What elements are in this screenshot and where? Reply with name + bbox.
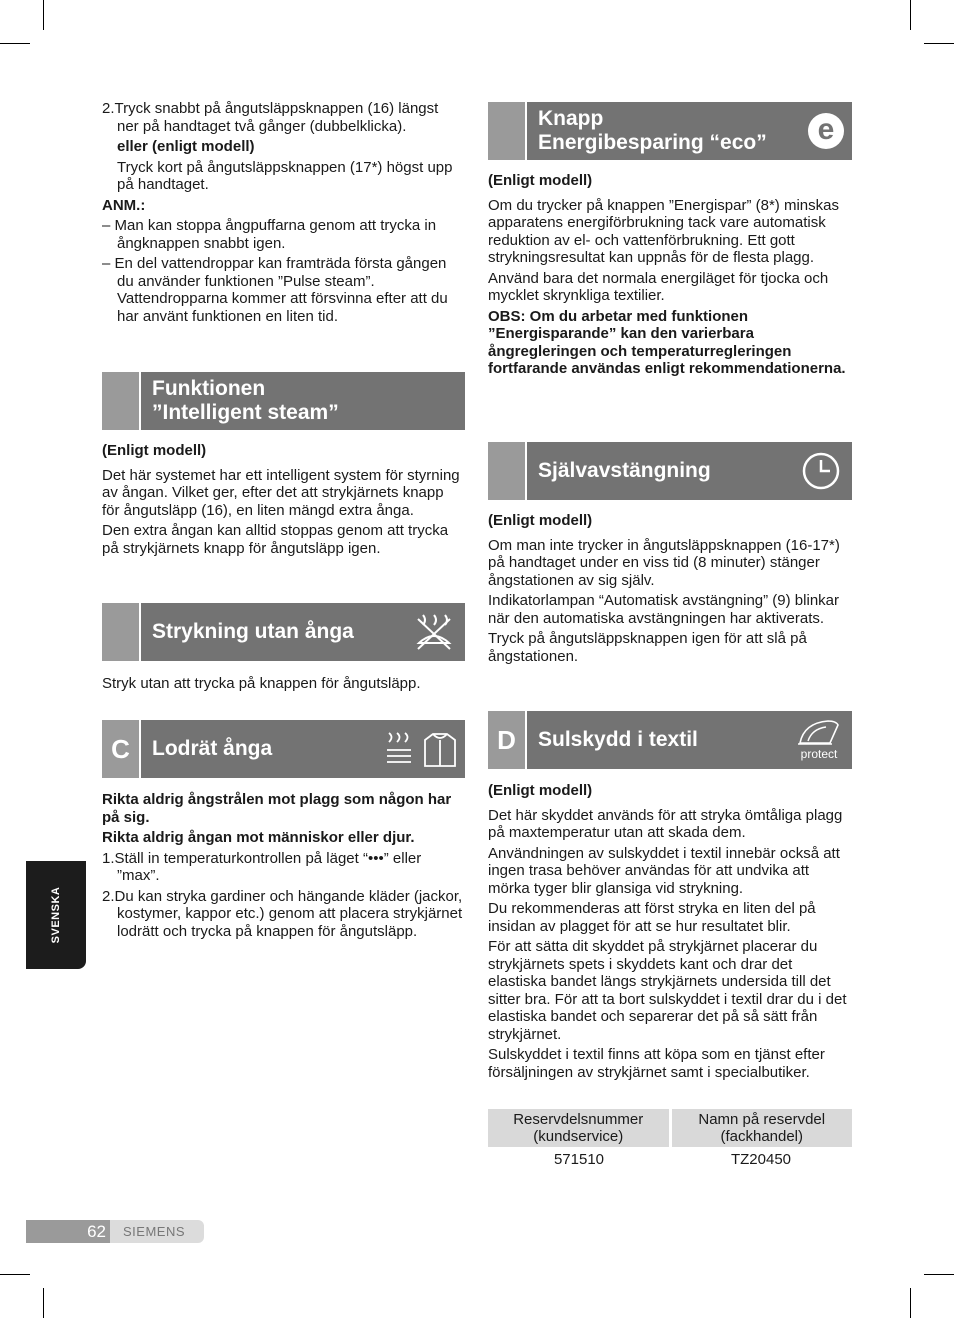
left-intro [102, 100, 464, 328]
paragraph: Du rekommenderas att först stryka en liten del på insidan av plagget för att se hur resultatet blir. [488, 900, 816, 935]
crop-mark [924, 43, 954, 44]
model-note: (Enligt modell) [488, 512, 593, 529]
paragraph: Indikatorlampan “Automatisk avstängning” (9) blinkar när den automatiska avstängningen har aktiverats. [488, 592, 839, 627]
table-row [488, 1147, 852, 1170]
paragraph: Om man inte trycker in ångutsläppsknappen (16-17*) på handtaget under en viss tid (8 minuter) stänger ångstationen av sig själv. [488, 536, 840, 589]
table-header-row [488, 1109, 852, 1147]
warning: Rikta aldrig ångstrålen mot plagg som någon har på sig. [102, 791, 452, 826]
footer [26, 1220, 204, 1243]
clock-icon [800, 450, 842, 492]
section-title: Strykning utan ånga [152, 620, 354, 643]
warning: Rikta aldrig ångan mot människor eller djur. [102, 829, 415, 846]
crop-mark [910, 0, 911, 30]
spare-parts-table [488, 1109, 852, 1170]
section-header-intelligent-steam [102, 372, 465, 430]
paragraph: Tryck på ångutsläppsknappen igen för att slå på ångstationen. [488, 630, 807, 665]
section-header-vertical-steam [102, 720, 465, 778]
section-tab-letter: C [102, 720, 139, 778]
crop-mark [924, 1274, 954, 1275]
section-tab [488, 442, 525, 500]
intelligent-steam-body [102, 442, 464, 560]
step-2: 2.Du kan stryka gardiner och hängande kläder (jackor, kostymer, kappor etc.) genom att placera strykjärnet lodrätt och trycka på knappen för ångutsläpp. [102, 887, 463, 940]
table-cell: TZ20450 [730, 1151, 792, 1168]
note-label: ANM.: [102, 196, 146, 214]
crop-mark [0, 43, 30, 44]
paragraph: För att sätta dit skyddet på strykjärnet placerar du strykjärnets spets i skyddets kant och drar det elastiska bandet längs strykjärnets undersida till det sitter bra. För att ta bort sulskyddet i textil drar du i det elastiska bandet och separerar det på så sätt från strykjärnet. [488, 938, 847, 1043]
section-header-protect [488, 711, 852, 769]
model-note: (Enligt modell) [102, 442, 207, 459]
section-title: Lodrät ånga [152, 737, 273, 760]
table-cell: 571510 [553, 1151, 605, 1168]
crop-mark [43, 1288, 44, 1318]
step-2: 2.Tryck snabbt på ångutsläppsknappen (16) längst ner på handtaget två gånger (dubbelklicka). [102, 100, 439, 135]
table-header: Reservdelsnummer (kundservice) [488, 1109, 670, 1147]
model-note: (Enligt modell) [488, 172, 593, 189]
paragraph: Stryk utan att trycka på knappen för ångutsläpp. [102, 675, 421, 692]
section-tab-letter: D [488, 711, 525, 769]
paragraph: Den extra ångan kan alltid stoppas genom att trycka på strykjärnets knapp för ångutsläpp igen. [102, 522, 449, 557]
protect-iron-icon: protect [794, 717, 844, 763]
paragraph: Det här skyddet används för att stryka ömtåliga plagg på maxtemperatur utan att skada dem. [488, 806, 843, 841]
brand-label: SIEMENS [123, 1224, 186, 1239]
vertical-steam-body [102, 791, 464, 943]
paragraph: Det här systemet har ett intelligent system för styrning av ångan. Vilket ger, efter det att strykjärnets knapp för ångutsläpp (16), en liten mängd extra ånga. [102, 466, 460, 519]
language-label: SVENSKA [50, 886, 62, 944]
eco-icon: e [808, 113, 844, 149]
section-title: Funktionen ”Intelligent steam” [152, 377, 339, 424]
section-tab [102, 603, 139, 661]
step-1: 1.Ställ in temperaturkontrollen på läget “•••” eller ”max”. [102, 849, 422, 884]
paragraph: Sulskyddet i textil finns att köpa som en tjänst efter försäljningen av strykjärnet samt i specialbutiker. [488, 1046, 825, 1081]
no-steam-body [102, 675, 464, 696]
paragraph: Använd bara det normala energiläget för tjocka och mycklet skrynkliga textilier. [488, 269, 829, 304]
crop-mark [0, 1274, 30, 1275]
section-header-eco [488, 102, 852, 160]
paragraph: Användningen av sulskyddet i textil innebär också att ingen trasa behöver användas för att undvika att mörka tyger blir glansiga vid strykning. [488, 844, 840, 897]
section-title: Knapp Energibesparing “eco” [538, 107, 767, 154]
no-steam-icon [413, 611, 455, 653]
crop-mark [910, 1288, 911, 1318]
section-header-auto-off [488, 442, 852, 500]
crop-mark [43, 0, 44, 30]
press-short: Tryck kort på ångutsläppsknappen (17*) högst upp på handtaget. [117, 158, 453, 193]
section-title: Självavstängning [538, 459, 711, 482]
section-tab [488, 102, 525, 160]
or-model: eller (enligt modell) [117, 138, 255, 155]
section-title: Sulskydd i textil [538, 728, 698, 751]
section-tab [102, 372, 139, 430]
eco-body [488, 172, 854, 381]
table-header: Namn på reservdel (fackhandel) [670, 1109, 852, 1147]
note-item: – En del vattendroppar kan framträda första gången du använder funktionen ”Pulse steam”. Vattendropparna kommer att försvinna efter att du har använt funktionen en liten tid. [102, 255, 448, 325]
vertical-steam-icon [383, 728, 459, 770]
model-note: (Enligt modell) [488, 782, 593, 799]
obs-note: OBS: Om du arbetar med funktionen ”Energisparande” kan den varierbara ångregleringen och temperaturregleringen fortfarande användas enligt rekommendationerna. [488, 307, 846, 377]
auto-off-body [488, 512, 854, 668]
page-number: 62 [26, 1220, 110, 1243]
note-item: – Man kan stoppa ångpuffarna genom att trycka in ångknappen snabbt igen. [102, 217, 437, 252]
paragraph: Om du trycker på knappen ”Energispar” (8*) minskas apparatens energiförbrukning tack vare automatisk reduktion av el- och vattenförbrukning. Ett gott strykningsresultat kan uppnås för de flesta plagg. [488, 196, 839, 266]
section-header-no-steam [102, 603, 465, 661]
language-tab [26, 861, 86, 969]
protect-body [488, 782, 854, 1084]
